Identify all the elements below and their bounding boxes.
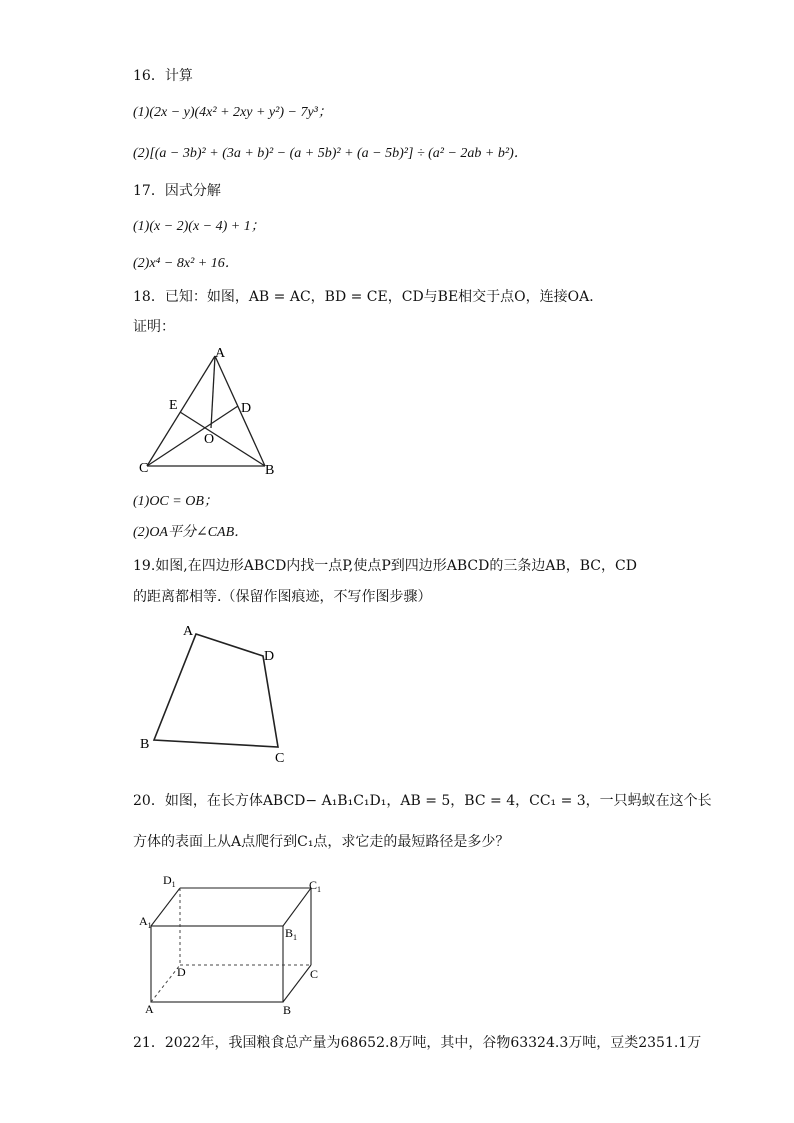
q17-title: 17．因式分解 [133, 183, 221, 199]
q20-cuboid-figure [133, 868, 333, 1018]
label-D1: $D_1$ [163, 873, 176, 889]
q18-proof-label: 证明： [133, 319, 175, 335]
q17-part1: (1)(x − 2)(x − 4) + 1； [133, 219, 265, 234]
label-C: C [275, 751, 285, 766]
label-C: C [310, 967, 319, 981]
q16-title: 16．计算 [133, 68, 193, 84]
q18-part2: (2)OA平分∠CAB． [133, 525, 249, 540]
label-B: B [283, 1003, 292, 1017]
q18-statement: 18．已知：如图，AB = AC，BD = CE，CD与BE相交于点O，连接OA． [133, 289, 604, 305]
label-A1: $A_1$ [139, 914, 152, 930]
q16-part1: (1)(2x − y)(4x² + 2xy + y²) − 7y³； [133, 105, 332, 120]
label-D: D [264, 649, 275, 664]
label-D: D [241, 401, 252, 416]
label-A: A [215, 346, 226, 361]
q21-line1: 21．2022年，我国粮食总产量为68652.8万吨，其中，谷物63324.3万吨，豆类2351.1万 [133, 1035, 702, 1051]
q17-part2: (2)x⁴ − 8x² + 16． [133, 256, 239, 271]
q18-triangle-figure [135, 340, 285, 480]
label-C: C [139, 461, 149, 476]
q19-line1: 19.如图,在四边形ABCD内找一点P,使点P到四边形ABCD的三条边AB，BC，CD [133, 558, 637, 574]
label-B1: $B_1$ [285, 926, 298, 942]
label-O: O [204, 432, 215, 447]
label-E: E [169, 398, 178, 413]
label-A: A [183, 624, 194, 639]
label-B: B [140, 737, 150, 752]
label-D: D [177, 965, 186, 979]
label-A: A [145, 1002, 154, 1016]
label-C1: $C_1$ [309, 878, 322, 894]
q20-line1: 20．如图，在长方体ABCD− A₁B₁C₁D₁，AB = 5，BC = 4，CC₁ = 3，一只蚂蚁在这个长 [133, 793, 712, 809]
q20-line2: 方体的表面上从A点爬行到C₁点，求它走的最短路径是多少？ [133, 834, 510, 850]
q18-part1: (1)OC = OB； [133, 494, 218, 509]
label-B: B [265, 463, 275, 478]
q16-part2: (2)[(a − 3b)² + (3a + b)² − (a + 5b)² + (a − 5b)²] ÷ (a² − 2ab + b²)． [133, 146, 528, 161]
q19-quadrilateral-figure [133, 618, 303, 768]
q19-line2: 的距离都相等.（保留作图痕迹，不写作图步骤） [133, 589, 432, 605]
